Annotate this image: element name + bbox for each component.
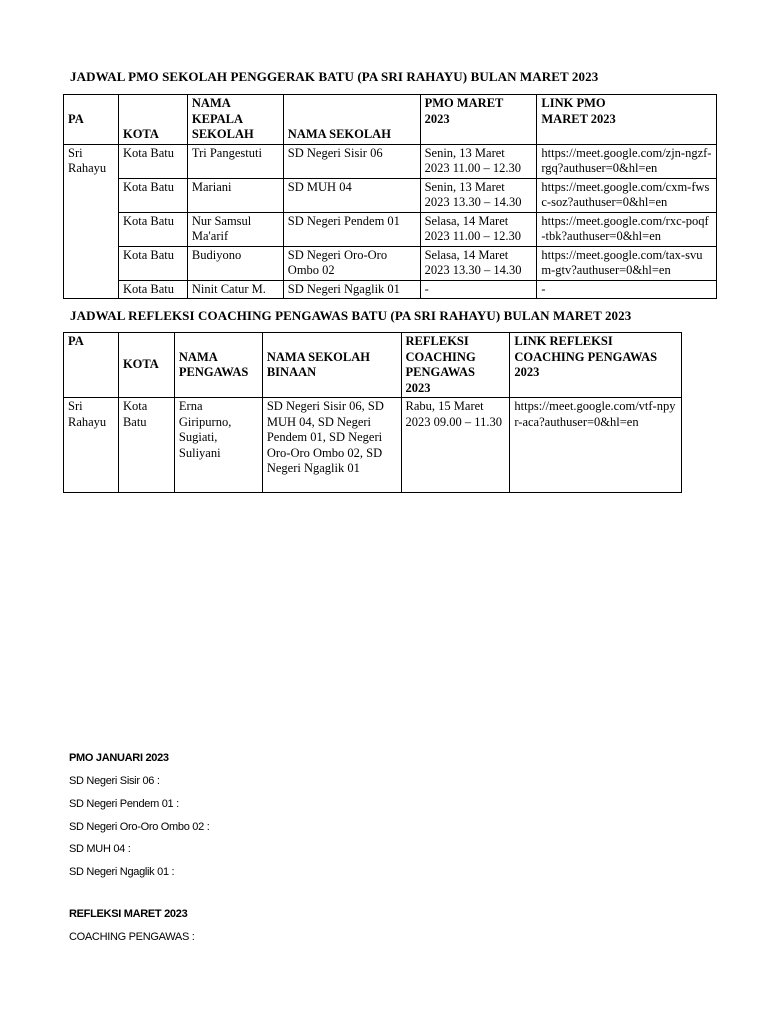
kota-cell: Kota Batu <box>118 246 187 280</box>
pmo-januari-title: PMO JANUARI 2023 <box>69 752 169 764</box>
list-item: SD Negeri Sisir 06 : <box>69 775 160 787</box>
pengawas-cell: Erna Giripurno, Sugiati, Suliyani <box>174 398 262 493</box>
jadwal-cell: Senin, 13 Maret 2023 11.00 – 12.30 <box>420 144 537 178</box>
refleksi-maret-title: REFLEKSI MARET 2023 <box>69 908 188 920</box>
sekolah-cell: SD Negeri Pendem 01 <box>283 212 420 246</box>
meet-link[interactable]: https://meet.google.com/vtf-npyr-aca?authuser=0&hl=en <box>510 398 682 493</box>
header-nama-pengawas: NAMA PENGAWAS <box>174 333 262 398</box>
pmo-schedule-table <box>63 94 717 299</box>
kota-cell: Kota Batu <box>118 280 187 299</box>
sekolah-cell: SD MUH 04 <box>283 178 420 212</box>
jadwal-cell: Selasa, 14 Maret 2023 11.00 – 12.30 <box>420 212 537 246</box>
jadwal-cell: Senin, 13 Maret 2023 13.30 – 14.30 <box>420 178 537 212</box>
sekolah-cell: SD Negeri Ngaglik 01 <box>283 280 420 299</box>
header-nama-sekolah: NAMA SEKOLAH <box>283 95 420 145</box>
kepala-cell: Ninit Catur M. <box>187 280 283 299</box>
meet-link[interactable]: https://meet.google.com/zjn-ngzf-rgq?authuser=0&hl=en <box>537 144 717 178</box>
header-link-refleksi: LINK REFLEKSI COACHING PENGAWAS 2023 <box>510 333 682 398</box>
header-pa: PA <box>64 333 119 398</box>
table-row <box>64 398 682 493</box>
list-item: SD Negeri Pendem 01 : <box>69 798 179 810</box>
sekolah-cell: SD Negeri Oro-Oro Ombo 02 <box>283 246 420 280</box>
header-link-pmo: LINK PMO MARET 2023 <box>537 95 717 145</box>
header-pa: PA <box>64 95 119 145</box>
header-nama-sekolah-binaan: NAMA SEKOLAH BINAAN <box>262 333 401 398</box>
list-item: COACHING PENGAWAS : <box>69 931 195 943</box>
refleksi-schedule-title: JADWAL REFLEKSI COACHING PENGAWAS BATU (PA SRI RAHAYU) BULAN MARET 2023 <box>70 308 632 323</box>
kepala-cell: Tri Pangestuti <box>187 144 283 178</box>
table-row <box>64 178 717 212</box>
kota-cell: Kota Batu <box>118 212 187 246</box>
kepala-cell: Budiyono <box>187 246 283 280</box>
header-kota: KOTA <box>118 333 174 398</box>
table-row <box>64 246 717 280</box>
list-item: SD MUH 04 : <box>69 843 131 855</box>
table-row <box>64 280 717 299</box>
pa-cell: Sri Rahayu <box>64 144 119 299</box>
kepala-cell: Nur Samsul Ma'arif <box>187 212 283 246</box>
sekolah-binaan-cell: SD Negeri Sisir 06, SD MUH 04, SD Negeri Pendem 01, SD Negeri Oro-Oro Ombo 02, SD Negeri Ngaglik 01 <box>262 398 401 493</box>
pmo-schedule-title: JADWAL PMO SEKOLAH PENGGERAK BATU (PA SRI RAHAYU) BULAN MARET 2023 <box>70 69 599 84</box>
list-item: SD Negeri Ngaglik 01 : <box>69 866 175 878</box>
pa-cell: Sri Rahayu <box>64 398 119 493</box>
kota-cell: Kota Batu <box>118 144 187 178</box>
jadwal-cell: Selasa, 14 Maret 2023 13.30 – 14.30 <box>420 246 537 280</box>
list-item: SD Negeri Oro-Oro Ombo 02 : <box>69 821 210 833</box>
table-row <box>64 212 717 246</box>
kota-cell: Kota Batu <box>118 398 174 493</box>
sekolah-cell: SD Negeri Sisir 06 <box>283 144 420 178</box>
jadwal-cell: - <box>420 280 537 299</box>
meet-link: - <box>537 280 717 299</box>
meet-link[interactable]: https://meet.google.com/tax-svum-gtv?authuser=0&hl=en <box>537 246 717 280</box>
kepala-cell: Mariani <box>187 178 283 212</box>
refleksi-schedule-table <box>63 332 682 493</box>
header-nama-kepala: NAMA KEPALA SEKOLAH <box>187 95 283 145</box>
meet-link[interactable]: https://meet.google.com/cxm-fwsc-soz?authuser=0&hl=en <box>537 178 717 212</box>
jadwal-cell: Rabu, 15 Maret 2023 09.00 – 11.30 <box>401 398 510 493</box>
table-row <box>64 144 717 178</box>
kota-cell: Kota Batu <box>118 178 187 212</box>
header-refleksi-coaching: REFLEKSI COACHING PENGAWAS 2023 <box>401 333 510 398</box>
meet-link[interactable]: https://meet.google.com/rxc-poqf-tbk?authuser=0&hl=en <box>537 212 717 246</box>
header-pmo-maret: PMO MARET 2023 <box>420 95 537 145</box>
header-kota: KOTA <box>118 95 187 145</box>
